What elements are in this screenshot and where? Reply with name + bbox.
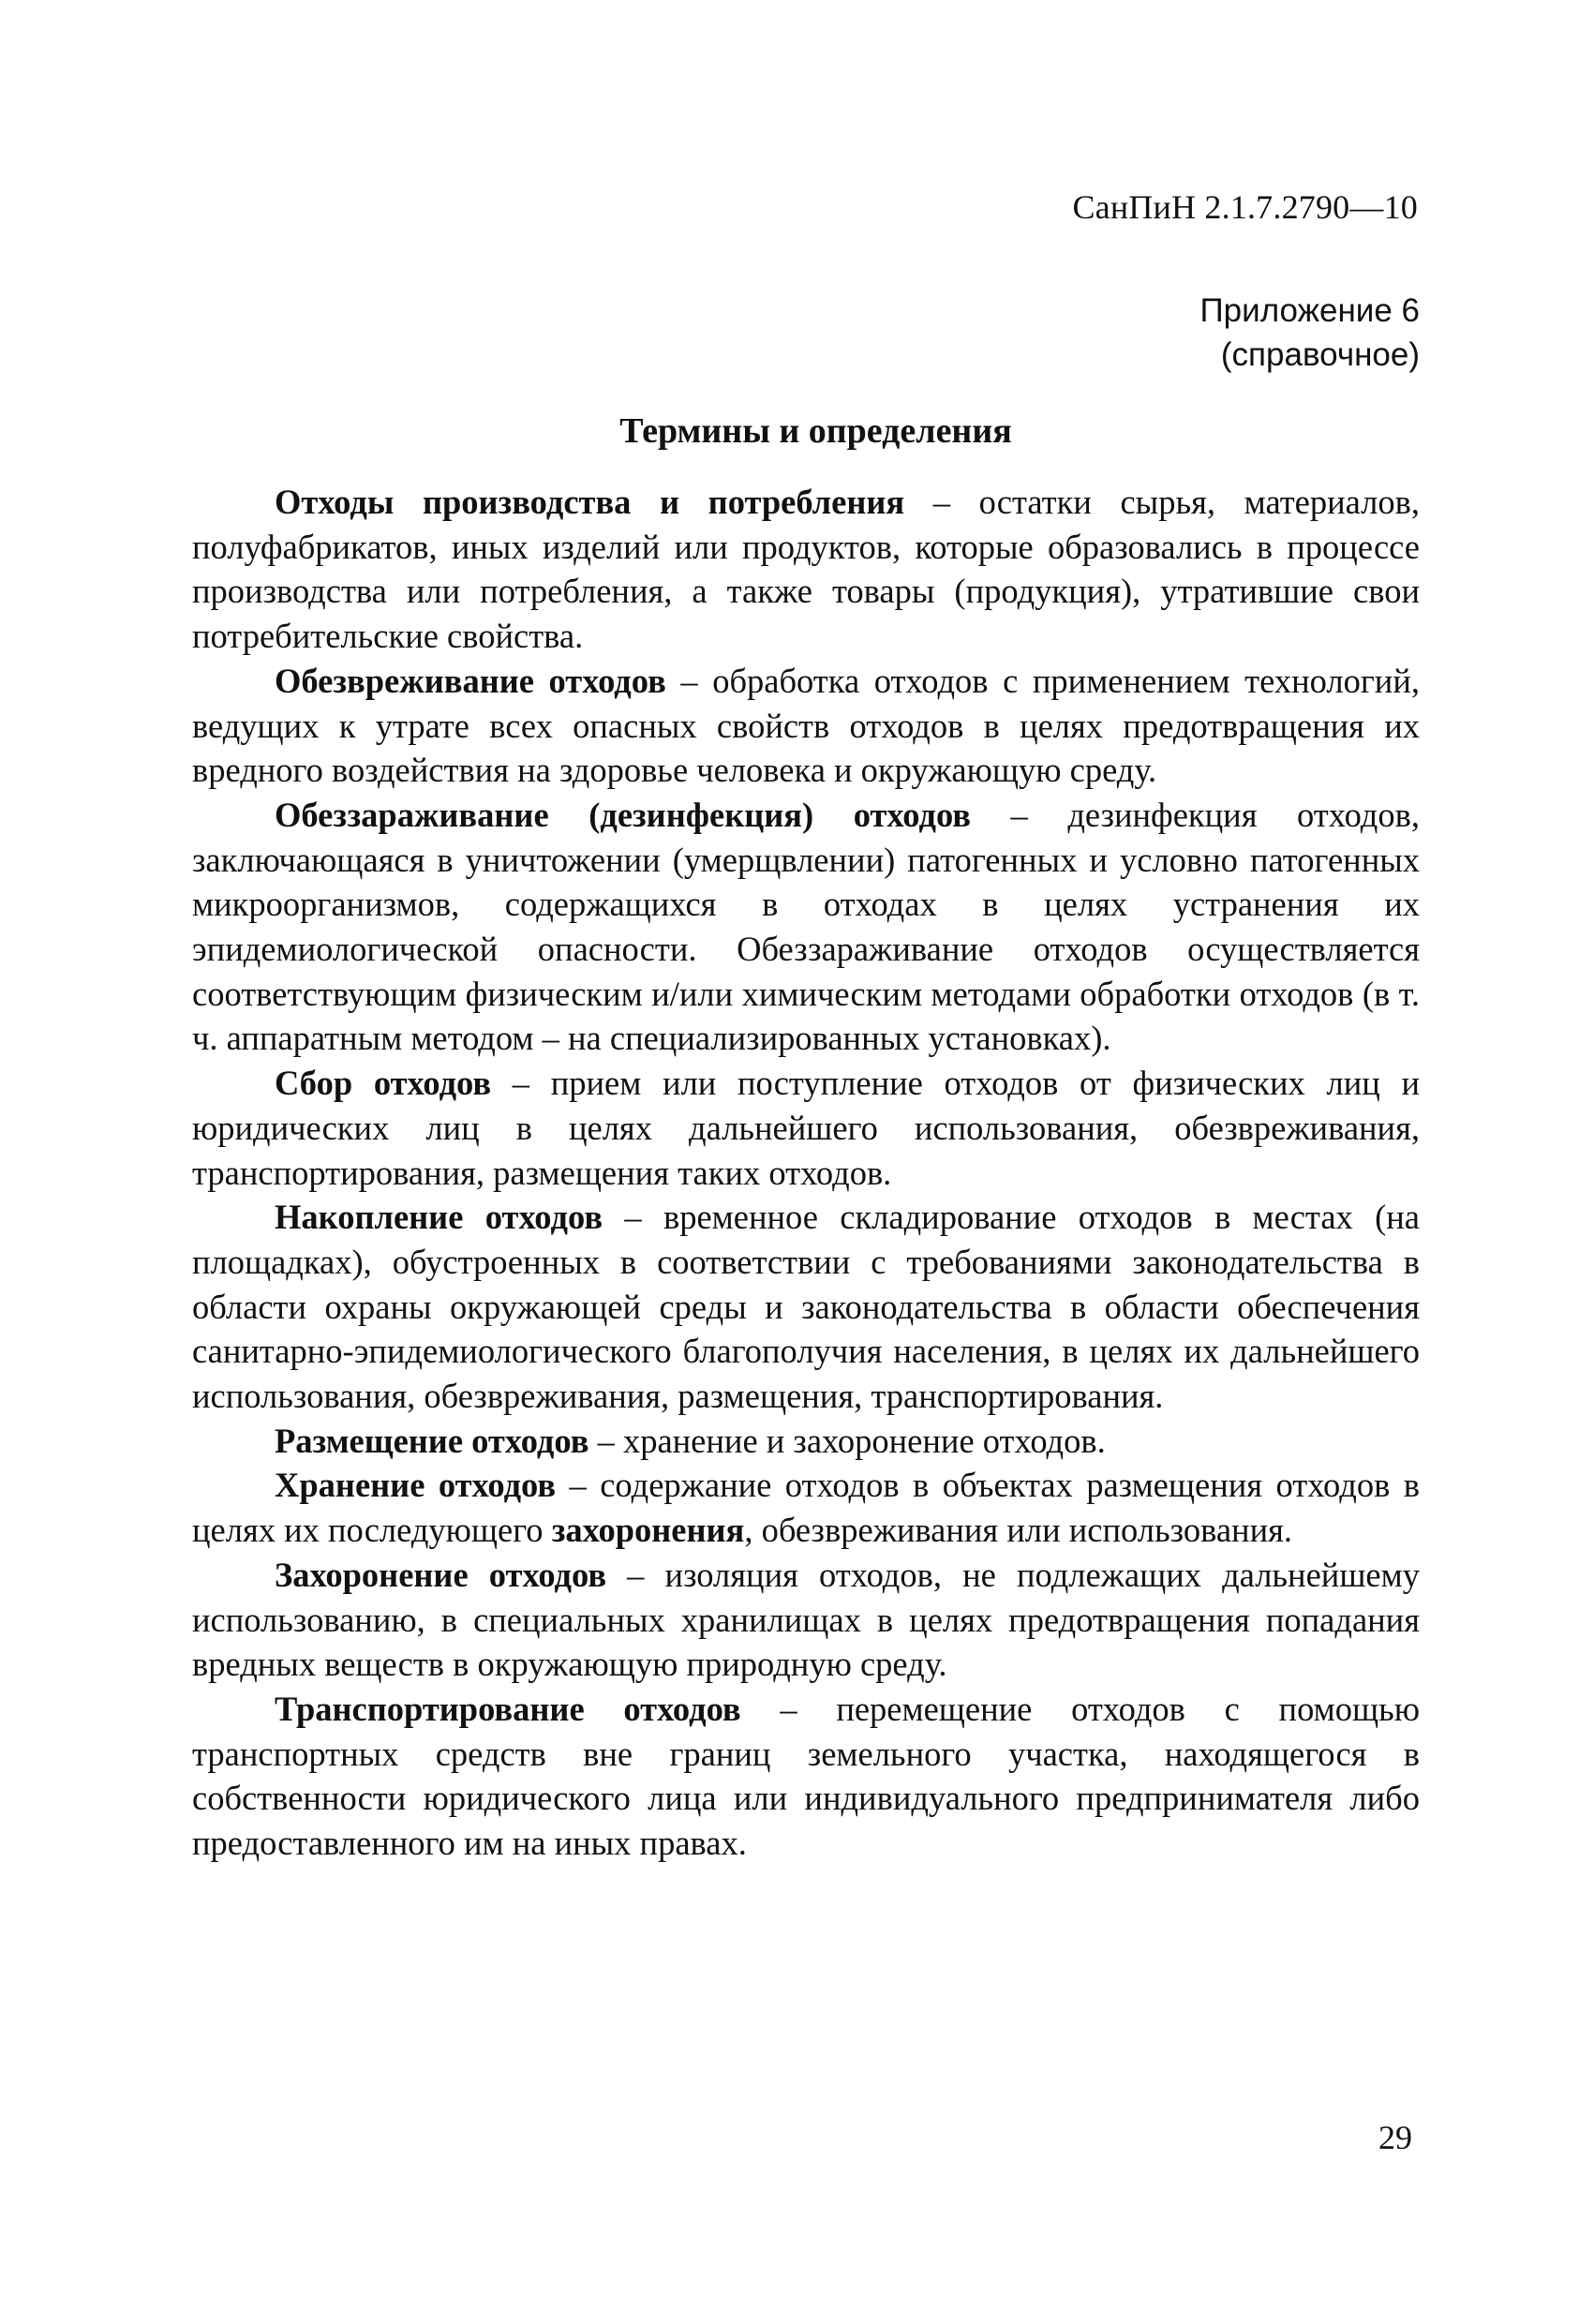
definition-text: – прием или поступление отходов от физических лиц и юридических лиц в целях дальнейшего использования, обезвреживания, транспортирования, размещения таких отходов.: [192, 1064, 1420, 1192]
definition-term: Транспортирование отходов: [275, 1689, 741, 1728]
definition-paragraph: [192, 1463, 1420, 1552]
appendix-number: Приложение 6: [1199, 292, 1420, 329]
definition-paragraph: [192, 480, 1420, 659]
page-title: Термины и определения: [619, 411, 1012, 451]
definition-text: – содержание отходов в объектах размещения отходов в целях их последующего: [192, 1466, 1420, 1550]
definition-paragraph: [192, 1419, 1420, 1464]
definition-text: – остатки сырья, материалов, полуфабрикатов, иных изделий или продуктов, которые образовались в процессе производства или потребления, а также товары (продукция), утратившие свои потребительские свойства.: [192, 483, 1420, 656]
definition-text: – изоляция отходов, не подлежащих дальнейшему использованию, в специальных хранилищах в целях предотвращения попадания вредных веществ в окружающую природную среду.: [192, 1555, 1420, 1684]
appendix-type: (справочное): [1220, 336, 1420, 373]
definition-paragraph: [192, 1061, 1420, 1195]
definition-text: – дезинфекция отходов, заключающаяся в уничтожении (умерщвлении) патогенных и условно патогенных микроорганизмов, содержащихся в отходах в целях устранения их эпидемиологической опасности. Обеззараживание отходов осуществляется соответствующим физическим и/или химическим методами обработки отходов (в т. ч. аппаратным методом – на специализированных установках).: [192, 795, 1420, 1058]
definition-term: Захоронение отходов: [275, 1555, 607, 1594]
appendix-label: [1200, 289, 1420, 377]
inline-bold-term: захоронения: [551, 1511, 745, 1550]
definition-term: Отходы производства и потребления: [275, 483, 905, 521]
definitions-list: [192, 480, 1420, 1866]
definition-paragraph: [192, 1687, 1420, 1866]
definition-text: – обработка отходов с применением технологий, ведущих к утрате всех опасных свойств отходов в целях предотвращения их вредного воздействия на здоровье человека и окружающую среду.: [192, 661, 1421, 790]
definition-paragraph: [192, 1553, 1420, 1687]
definition-text: – перемещение отходов с помощью транспортных средств вне границ земельного участка, находящегося в собственности юридического лица или индивидуального предпринимателя либо предоставленного им на иных правах.: [192, 1689, 1420, 1863]
definition-paragraph: [192, 793, 1420, 1061]
definition-text: , обезвреживания или использования.: [744, 1511, 1293, 1550]
definition-term: Хранение отходов: [275, 1466, 557, 1505]
page-number: 29: [1378, 2119, 1412, 2156]
definition-term: Обезвреживание отходов: [275, 661, 666, 700]
document-code: СанПиН 2.1.7.2790—10: [1072, 188, 1418, 226]
definition-term: Сбор отходов: [275, 1064, 492, 1103]
definition-text: – хранение и захоронение отходов.: [588, 1421, 1106, 1460]
definition-term: Накопление отходов: [275, 1198, 603, 1237]
definition-term: Обеззараживание (дезинфекция) отходов: [275, 795, 972, 834]
definition-text: – временное складирование отходов в местах (на площадках), обустроенных в соответствии с требованиями законодательства в области охраны окружающей среды и законодательства в области обеспечения санитарно-эпидемиологического благополучия населения, в целях их дальнейшего использования, обезвреживания, размещения, транспортирования.: [192, 1198, 1421, 1416]
definition-term: Размещение отходов: [275, 1421, 589, 1460]
definition-paragraph: [192, 1195, 1420, 1419]
definition-paragraph: [192, 659, 1420, 793]
